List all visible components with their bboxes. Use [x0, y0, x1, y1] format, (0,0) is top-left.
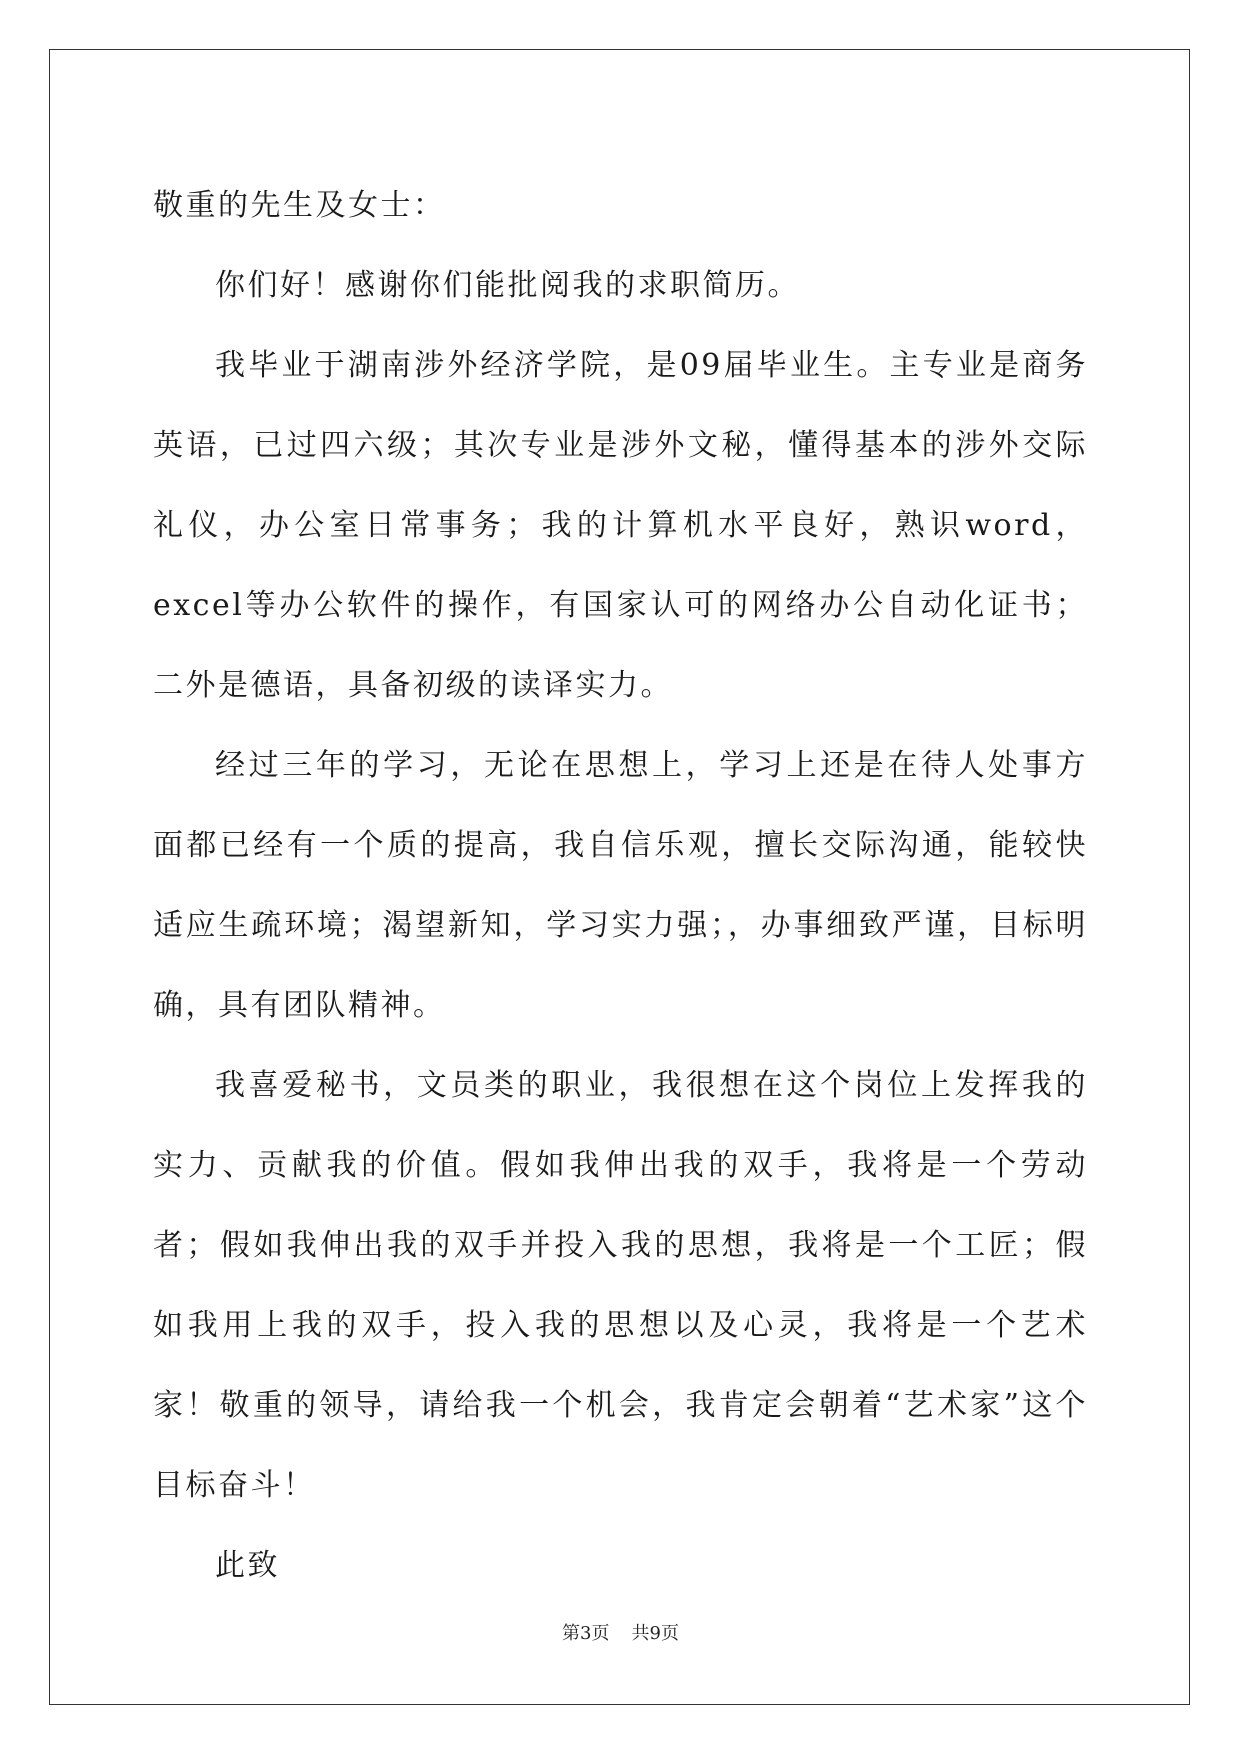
- document-body: [153, 166, 1088, 1606]
- greeting-paragraph: 你们好！感谢你们能批阅我的求职简历。: [215, 268, 800, 303]
- page-number: 第3页: [562, 1623, 610, 1644]
- self-assessment-paragraph: 经过三年的学习，无论在思想上，学习上还是在待人处事方面都已经有一个质的提高，我自信乐观，擅长交际沟通，能较快适应生疏环境；渴望新知，学习实力强；，办事细致严谨，目标明确，具有团队精神。: [153, 748, 1088, 1023]
- page-total: 共9页: [631, 1623, 679, 1644]
- career-goal-paragraph: 我喜爱秘书，文员类的职业，我很想在这个岗位上发挥我的实力、贡献我的价值。假如我伸出我的双手，我将是一个劳动者；假如我伸出我的双手并投入我的思想，我将是一个工匠；假如我用上我的双手，投入我的思想以及心灵，我将是一个艺术家！敬重的领导，请给我一个机会，我肯定会朝着“艺术家”这个目标奋斗！: [153, 1068, 1088, 1503]
- education-paragraph: 我毕业于湖南涉外经济学院，是09届毕业生。主专业是商务英语，已过四六级；其次专业是涉外文秘，懂得基本的涉外交际礼仪，办公室日常事务；我的计算机水平良好，熟识word，excel等办公软件的操作，有国家认可的网络办公自动化证书；二外是德语，具备初级的读译实力。: [153, 348, 1088, 703]
- page-footer: [0, 1622, 1241, 1646]
- closing-phrase: 此致: [215, 1548, 280, 1583]
- salutation: 敬重的先生及女士：: [153, 188, 446, 223]
